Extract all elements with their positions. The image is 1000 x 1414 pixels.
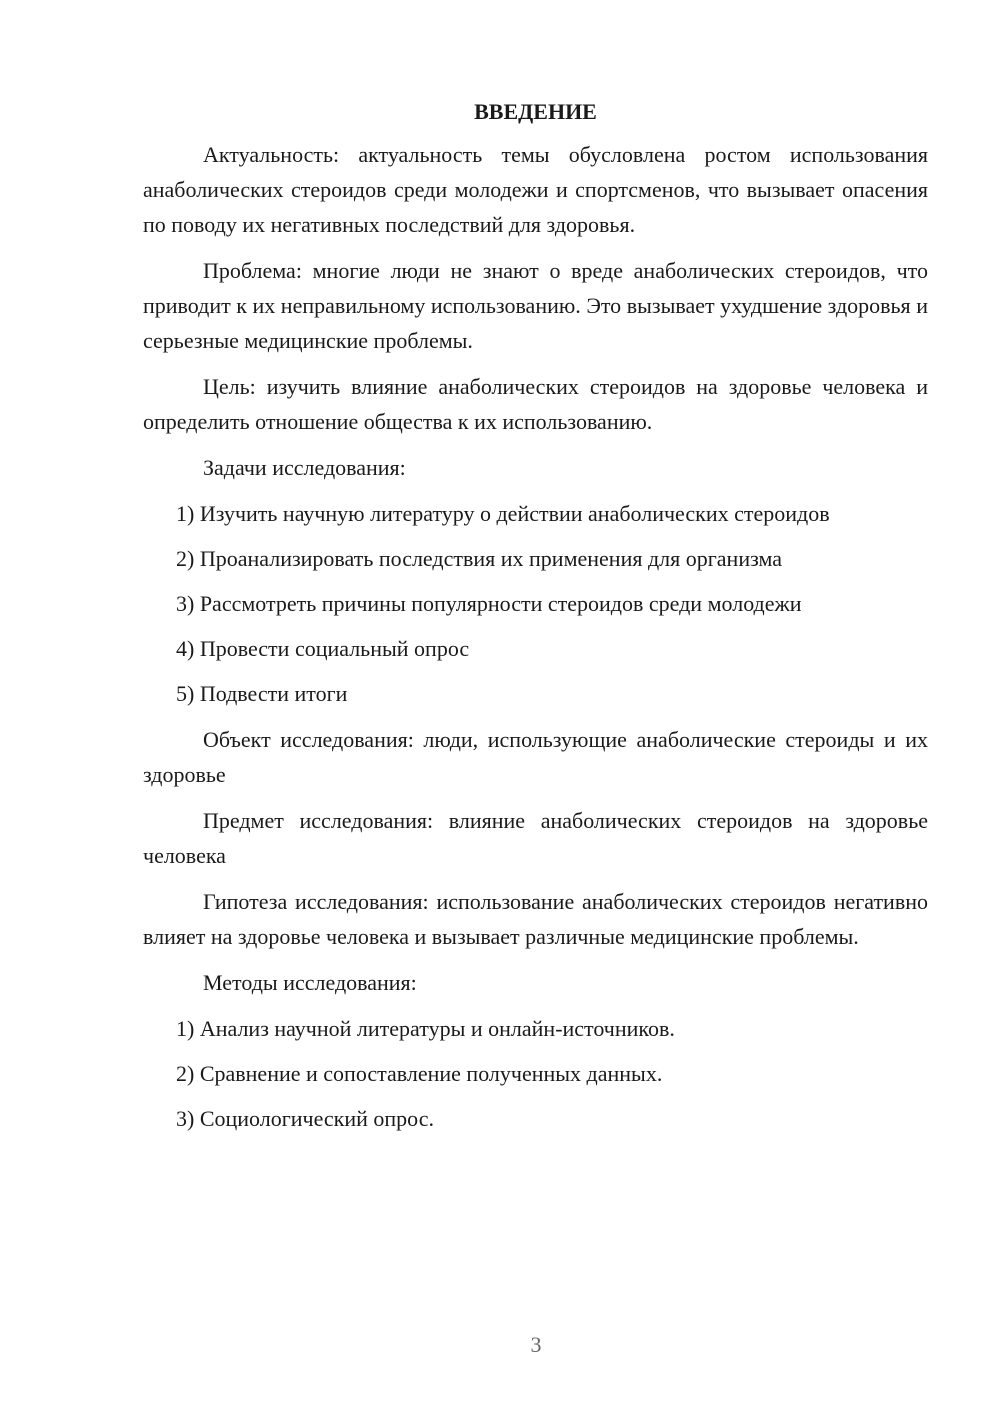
page-number: 3	[530, 1332, 542, 1357]
object-paragraph: Объект исследования: люди, использующие анаболические стероиды и их здоровье	[143, 727, 928, 787]
relevance-paragraph: Актуальность: актуальность темы обусловлена ростом использования анаболических стероидов среди молодежи и спортсменов, что вызывает опасения по поводу их негативных последствий для здоровья.	[143, 142, 928, 237]
task-item: 2) Проанализировать последствия их применения для организма	[176, 546, 783, 571]
task-item: 1) Изучить научную литературу о действии анаболических стероидов	[176, 501, 830, 526]
task-item: 4) Провести социальный опрос	[176, 636, 470, 661]
method-item: 3) Социологический опрос.	[176, 1106, 434, 1131]
subject-paragraph: Предмет исследования: влияние анаболических стероидов на здоровье человека	[143, 808, 928, 868]
problem-paragraph: Проблема: многие люди не знают о вреде анаболических стероидов, что приводит к их неправильному использованию. Это вызывает ухудшение здоровья и серьезные медицинские проблемы.	[143, 258, 928, 353]
task-item: 3) Рассмотреть причины популярности стероидов среди молодежи	[176, 591, 802, 616]
method-item: 1) Анализ научной литературы и онлайн-источников.	[176, 1016, 675, 1041]
methods-heading: Методы исследования:	[203, 970, 417, 995]
methods-list	[143, 1011, 928, 1136]
method-item: 2) Сравнение и сопоставление полученных данных.	[176, 1061, 663, 1086]
section-title: ВВЕДЕНИЕ	[474, 99, 597, 124]
document-body	[143, 94, 928, 1147]
tasks-heading: Задачи исследования:	[203, 455, 406, 480]
hypothesis-paragraph: Гипотеза исследования: использование анаболических стероидов негативно влияет на здоровье человека и вызывает различные медицинские проблемы.	[143, 889, 928, 949]
goal-paragraph: Цель: изучить влияние анаболических стероидов на здоровье человека и определить отношение общества к их использованию.	[143, 374, 928, 434]
tasks-list	[143, 496, 928, 711]
task-item: 5) Подвести итоги	[176, 681, 348, 706]
